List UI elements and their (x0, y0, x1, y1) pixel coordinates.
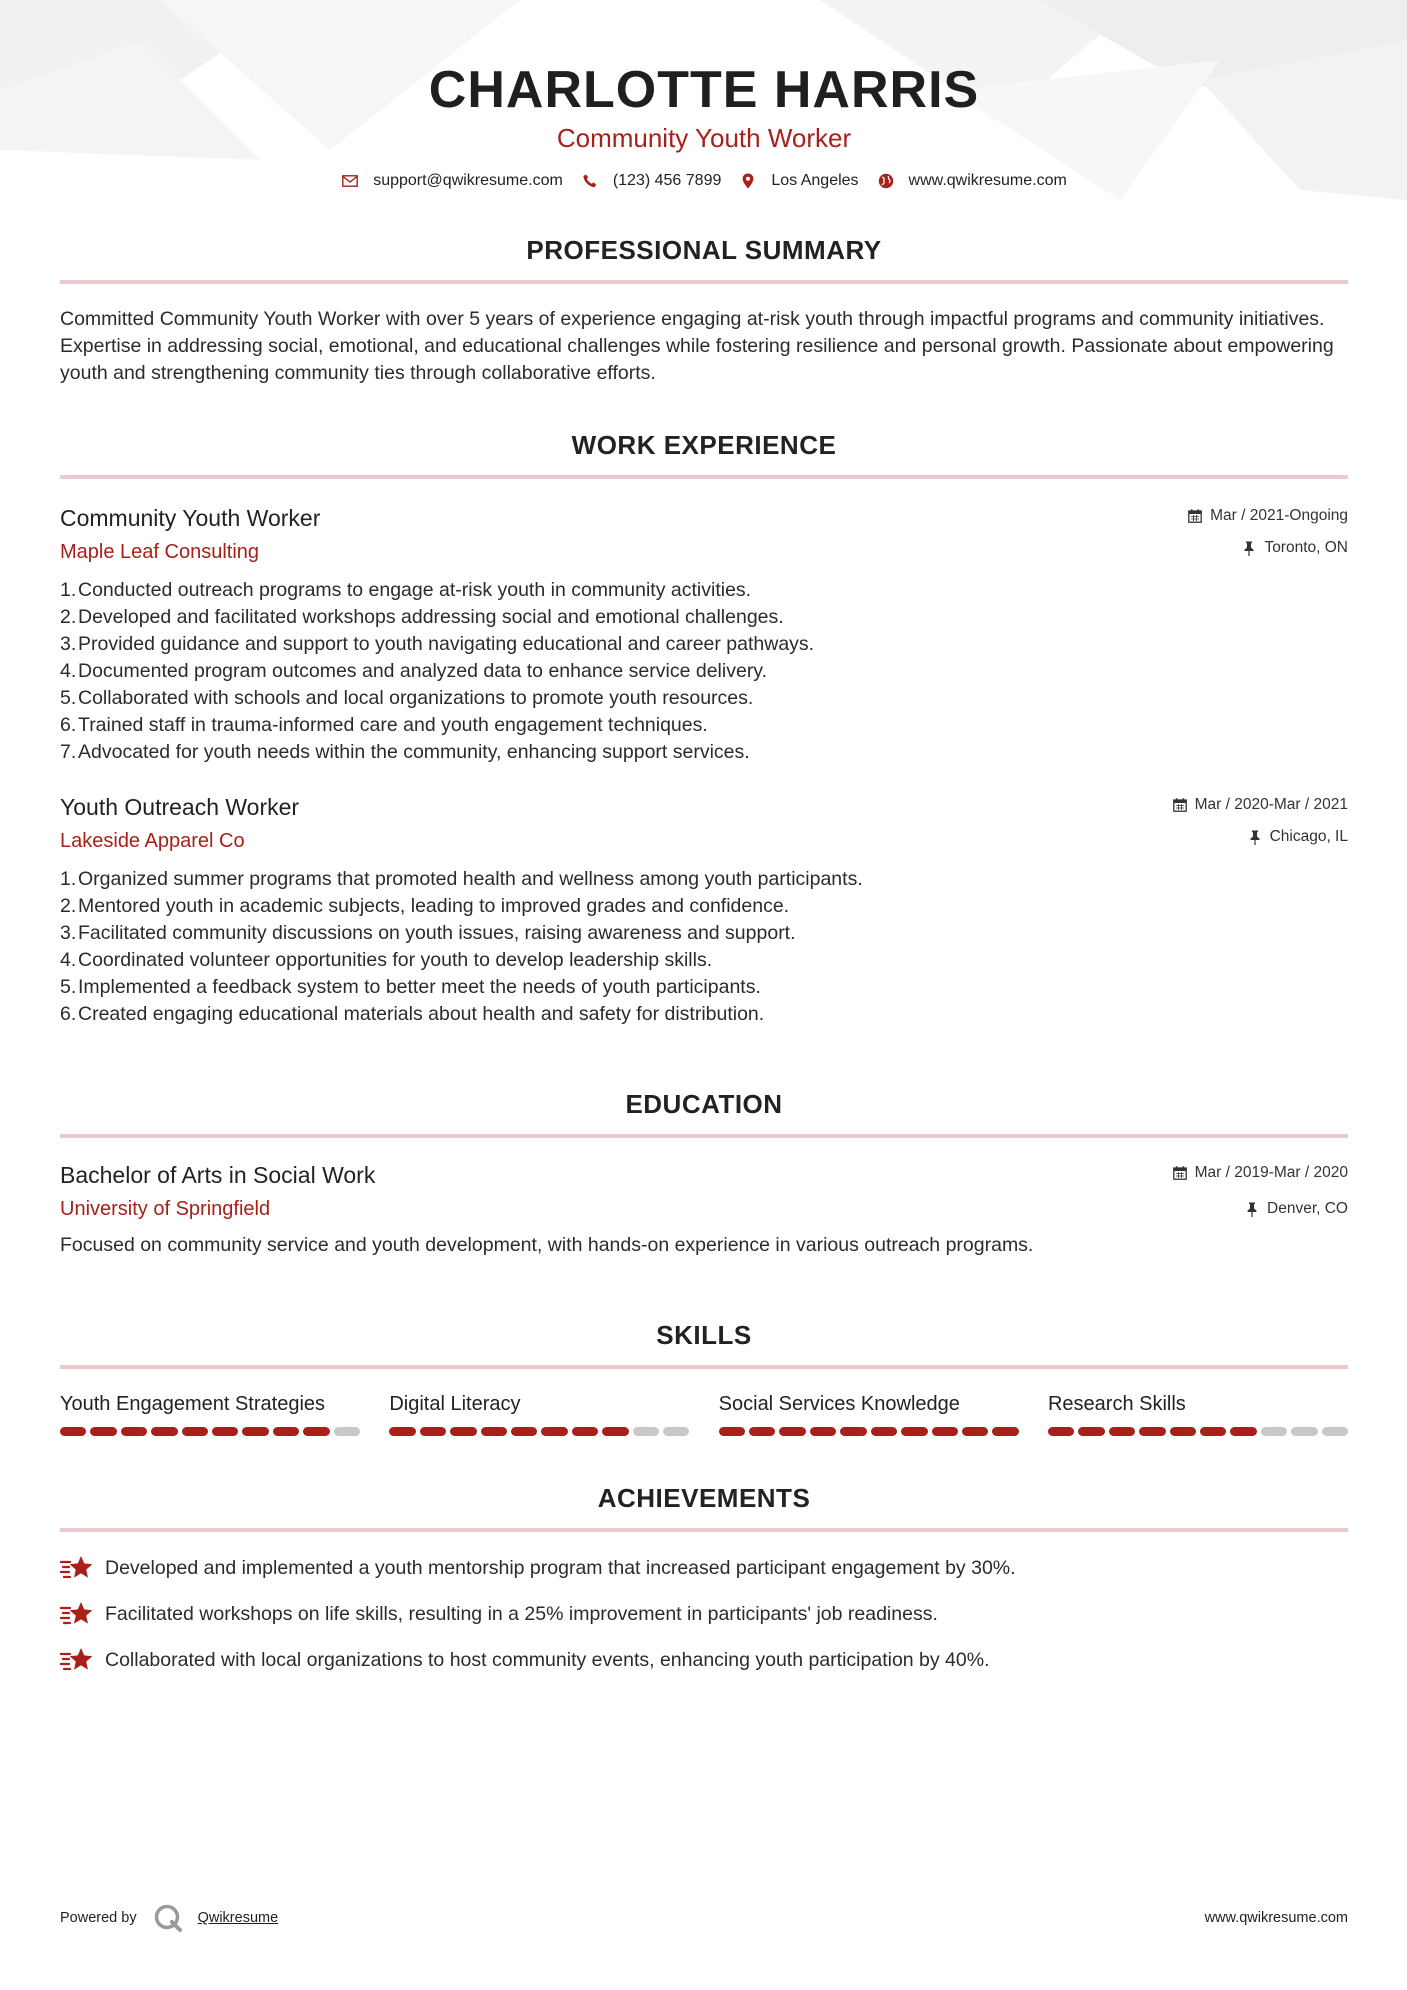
section-divider (60, 1365, 1348, 1369)
skill-segment-filled (90, 1427, 116, 1436)
section-divider (60, 280, 1348, 284)
job-company: Maple Leaf Consulting (60, 541, 260, 563)
list-item: 6. Trained staff in trauma-informed care and youth engagement techniques. (60, 714, 708, 736)
skill-segment-filled (303, 1427, 329, 1436)
job-entry (60, 503, 1348, 766)
skill-segment-filled (1139, 1427, 1165, 1436)
list-item: 6. Created engaging educational materials about health and safety for distribution. (60, 1003, 765, 1025)
skill-segment-filled (1200, 1427, 1226, 1436)
candidate-name: CHARLOTTE HARRIS (428, 61, 980, 119)
skill-segment-filled (810, 1427, 836, 1436)
calendar-icon (1172, 1165, 1188, 1181)
skill-segment-filled (273, 1427, 299, 1436)
skill-name: Social Services Knowledge (718, 1393, 960, 1415)
shooting-star-icon (60, 1600, 94, 1628)
list-item: 3. Provided guidance and support to youth navigating educational and career pathways. (60, 633, 815, 655)
skill-segment-filled (1230, 1427, 1256, 1436)
skill-name: Youth Engagement Strategies (60, 1393, 326, 1415)
skill-segment-empty (663, 1427, 689, 1436)
achievement-item (60, 1600, 1348, 1628)
skill-name: Digital Literacy (389, 1393, 521, 1415)
list-item: 3. Facilitated community discussions on youth issues, raising awareness and support. (60, 922, 796, 944)
skill-segment-filled (932, 1427, 958, 1436)
list-item: 4. Documented program outcomes and analyzed data to enhance service delivery. (60, 660, 768, 682)
shooting-star-icon (60, 1554, 94, 1582)
skills-heading: SKILLS (656, 1320, 752, 1350)
list-item: 5. Collaborated with schools and local organizations to promote youth resources. (60, 687, 754, 709)
section-divider (60, 1134, 1348, 1138)
contact-website-text: www.qwikresume.com (908, 172, 1067, 189)
skill-segment-filled (1109, 1427, 1135, 1436)
skill-segment-filled (1170, 1427, 1196, 1436)
skill-segment-filled (212, 1427, 238, 1436)
powered-by-label: Powered by (60, 1910, 137, 1926)
achievement-item (60, 1554, 1348, 1582)
skill-segment-filled (572, 1427, 598, 1436)
list-item: 2. Mentored youth in academic subjects, leading to improved grades and confidence. (60, 895, 790, 917)
skills-grid (60, 1391, 1348, 1436)
skill-segment-empty (633, 1427, 659, 1436)
achievements-heading: ACHIEVEMENTS (597, 1483, 811, 1513)
skill-segment-filled (389, 1427, 415, 1436)
list-item: 2. Developed and facilitated workshops addressing social and emotional challenges. (60, 606, 784, 628)
skill-segment-empty (334, 1427, 360, 1436)
education-description: Focused on community service and youth development, with hands-on experience in various outreach programs. (60, 1234, 1034, 1256)
degree-title: Bachelor of Arts in Social Work (60, 1162, 376, 1188)
job-location: Toronto, ON (1264, 539, 1348, 556)
skill-segment-filled (719, 1427, 745, 1436)
job-meta (1172, 794, 1348, 848)
education-section (60, 1088, 1348, 1259)
section-divider (60, 475, 1348, 479)
job-dates: Mar / 2020-Mar / 2021 (1194, 796, 1348, 813)
education-meta (1172, 1162, 1348, 1220)
skill-segment-filled (1078, 1427, 1104, 1436)
powered-by (60, 1903, 278, 1933)
skill-level-bar (60, 1427, 360, 1436)
skill-level-bar (1048, 1427, 1348, 1436)
summary-text: Committed Community Youth Worker with over 5 years of experience engaging at-risk youth through impactful programs and community initiatives. Expertise in addressing social, emotional, and educational challenges while fostering resilience and personal growth. Passionate about empowering youth and strengthening community ties through collaborative efforts. (60, 308, 1334, 384)
job-location: Chicago, IL (1269, 828, 1348, 845)
contact-website[interactable] (877, 172, 1067, 190)
skills-section (60, 1319, 1348, 1436)
candidate-role: Community Youth Worker (556, 123, 852, 153)
job-responsibilities (60, 866, 1348, 1028)
footer-website[interactable]: www.qwikresume.com (1204, 1910, 1348, 1926)
education-location: Denver, CO (1267, 1200, 1348, 1217)
skill-segment-filled (511, 1427, 537, 1436)
skill-name: Research Skills (1047, 1393, 1186, 1415)
skill-segment-empty (1261, 1427, 1287, 1436)
job-meta (1187, 505, 1348, 559)
globe-icon (877, 172, 895, 190)
calendar-icon (1172, 797, 1188, 813)
page-footer (60, 1898, 1348, 1938)
skill-segment-filled (481, 1427, 507, 1436)
skill-segment-filled (182, 1427, 208, 1436)
job-title: Youth Outreach Worker (60, 794, 300, 820)
skill-segment-filled (749, 1427, 775, 1436)
list-item: 1. Organized summer programs that promoted health and wellness among youth participants. (60, 868, 863, 890)
qwikresume-logo-icon (153, 1903, 183, 1933)
phone-icon (581, 172, 599, 190)
skill-segment-filled (992, 1427, 1018, 1436)
resume-content (60, 0, 1348, 1674)
job-company: Lakeside Apparel Co (60, 830, 245, 852)
skill-level-bar (389, 1427, 689, 1436)
list-item: 4. Coordinated volunteer opportunities for youth to develop leadership skills. (60, 949, 713, 971)
job-responsibilities (60, 577, 1348, 766)
skill-segment-filled (1048, 1427, 1074, 1436)
skill-segment-filled (602, 1427, 628, 1436)
achievements-list (60, 1554, 1348, 1674)
section-divider (60, 1528, 1348, 1532)
shooting-star-icon (60, 1646, 94, 1674)
skill-segment-filled (871, 1427, 897, 1436)
list-item: 1. Conducted outreach programs to engage at-risk youth in community activities. (60, 579, 752, 601)
summary-section (60, 234, 1348, 387)
skill-segment-filled (60, 1427, 86, 1436)
list-item: 7. Advocated for youth needs within the community, enhancing support services. (60, 741, 750, 763)
achievement-text: Developed and implemented a youth mentorship program that increased participant engagement by 30%. (105, 1557, 1016, 1579)
skill-segment-filled (151, 1427, 177, 1436)
pushpin-icon (1241, 540, 1257, 556)
skill-segment-empty (1322, 1427, 1348, 1436)
skill-segment-filled (901, 1427, 927, 1436)
education-dates: Mar / 2019-Mar / 2020 (1194, 1164, 1348, 1181)
experience-section (60, 429, 1348, 1028)
education-heading: EDUCATION (625, 1089, 783, 1119)
map-pin-icon (739, 172, 757, 190)
skill-segment-filled (450, 1427, 476, 1436)
list-item: 5. Implemented a feedback system to better meet the needs of youth participants. (60, 976, 761, 998)
skill-item (719, 1391, 1019, 1436)
achievement-text: Collaborated with local organizations to host community events, enhancing youth participation by 40%. (105, 1649, 990, 1671)
achievement-text: Facilitated workshops on life skills, resulting in a 25% improvement in participants' job readiness. (105, 1603, 938, 1625)
calendar-icon (1187, 508, 1203, 524)
job-dates: Mar / 2021-Ongoing (1210, 507, 1348, 524)
skill-segment-filled (962, 1427, 988, 1436)
brand-link[interactable]: Qwikresume (197, 1910, 279, 1926)
skill-item (389, 1391, 689, 1436)
resume-header (60, 0, 1348, 190)
contact-email-text: support@qwikresume.com (373, 172, 563, 189)
pushpin-icon (1244, 1201, 1260, 1217)
job-title: Community Youth Worker (60, 505, 321, 531)
contact-bar (60, 172, 1348, 190)
contact-location (739, 172, 858, 190)
envelope-icon (341, 172, 359, 190)
skill-item (1048, 1391, 1348, 1436)
skill-segment-filled (779, 1427, 805, 1436)
summary-heading: PROFESSIONAL SUMMARY (526, 235, 882, 265)
skill-segment-empty (1291, 1427, 1317, 1436)
school-name: University of Springfield (60, 1198, 271, 1220)
skill-segment-filled (242, 1427, 268, 1436)
experience-heading: WORK EXPERIENCE (571, 430, 837, 460)
pushpin-icon (1247, 829, 1263, 845)
skill-segment-filled (121, 1427, 147, 1436)
skill-segment-filled (420, 1427, 446, 1436)
skill-level-bar (719, 1427, 1019, 1436)
contact-email[interactable] (341, 172, 563, 190)
skill-segment-filled (541, 1427, 567, 1436)
achievement-item (60, 1646, 1348, 1674)
skill-segment-filled (840, 1427, 866, 1436)
education-entry (60, 1160, 1348, 1259)
contact-phone-text: (123) 456 7899 (612, 172, 722, 189)
skill-item (60, 1391, 360, 1436)
contact-phone[interactable] (581, 172, 722, 190)
contact-location-text: Los Angeles (771, 172, 859, 189)
job-entry (60, 792, 1348, 1028)
achievements-section (60, 1482, 1348, 1674)
